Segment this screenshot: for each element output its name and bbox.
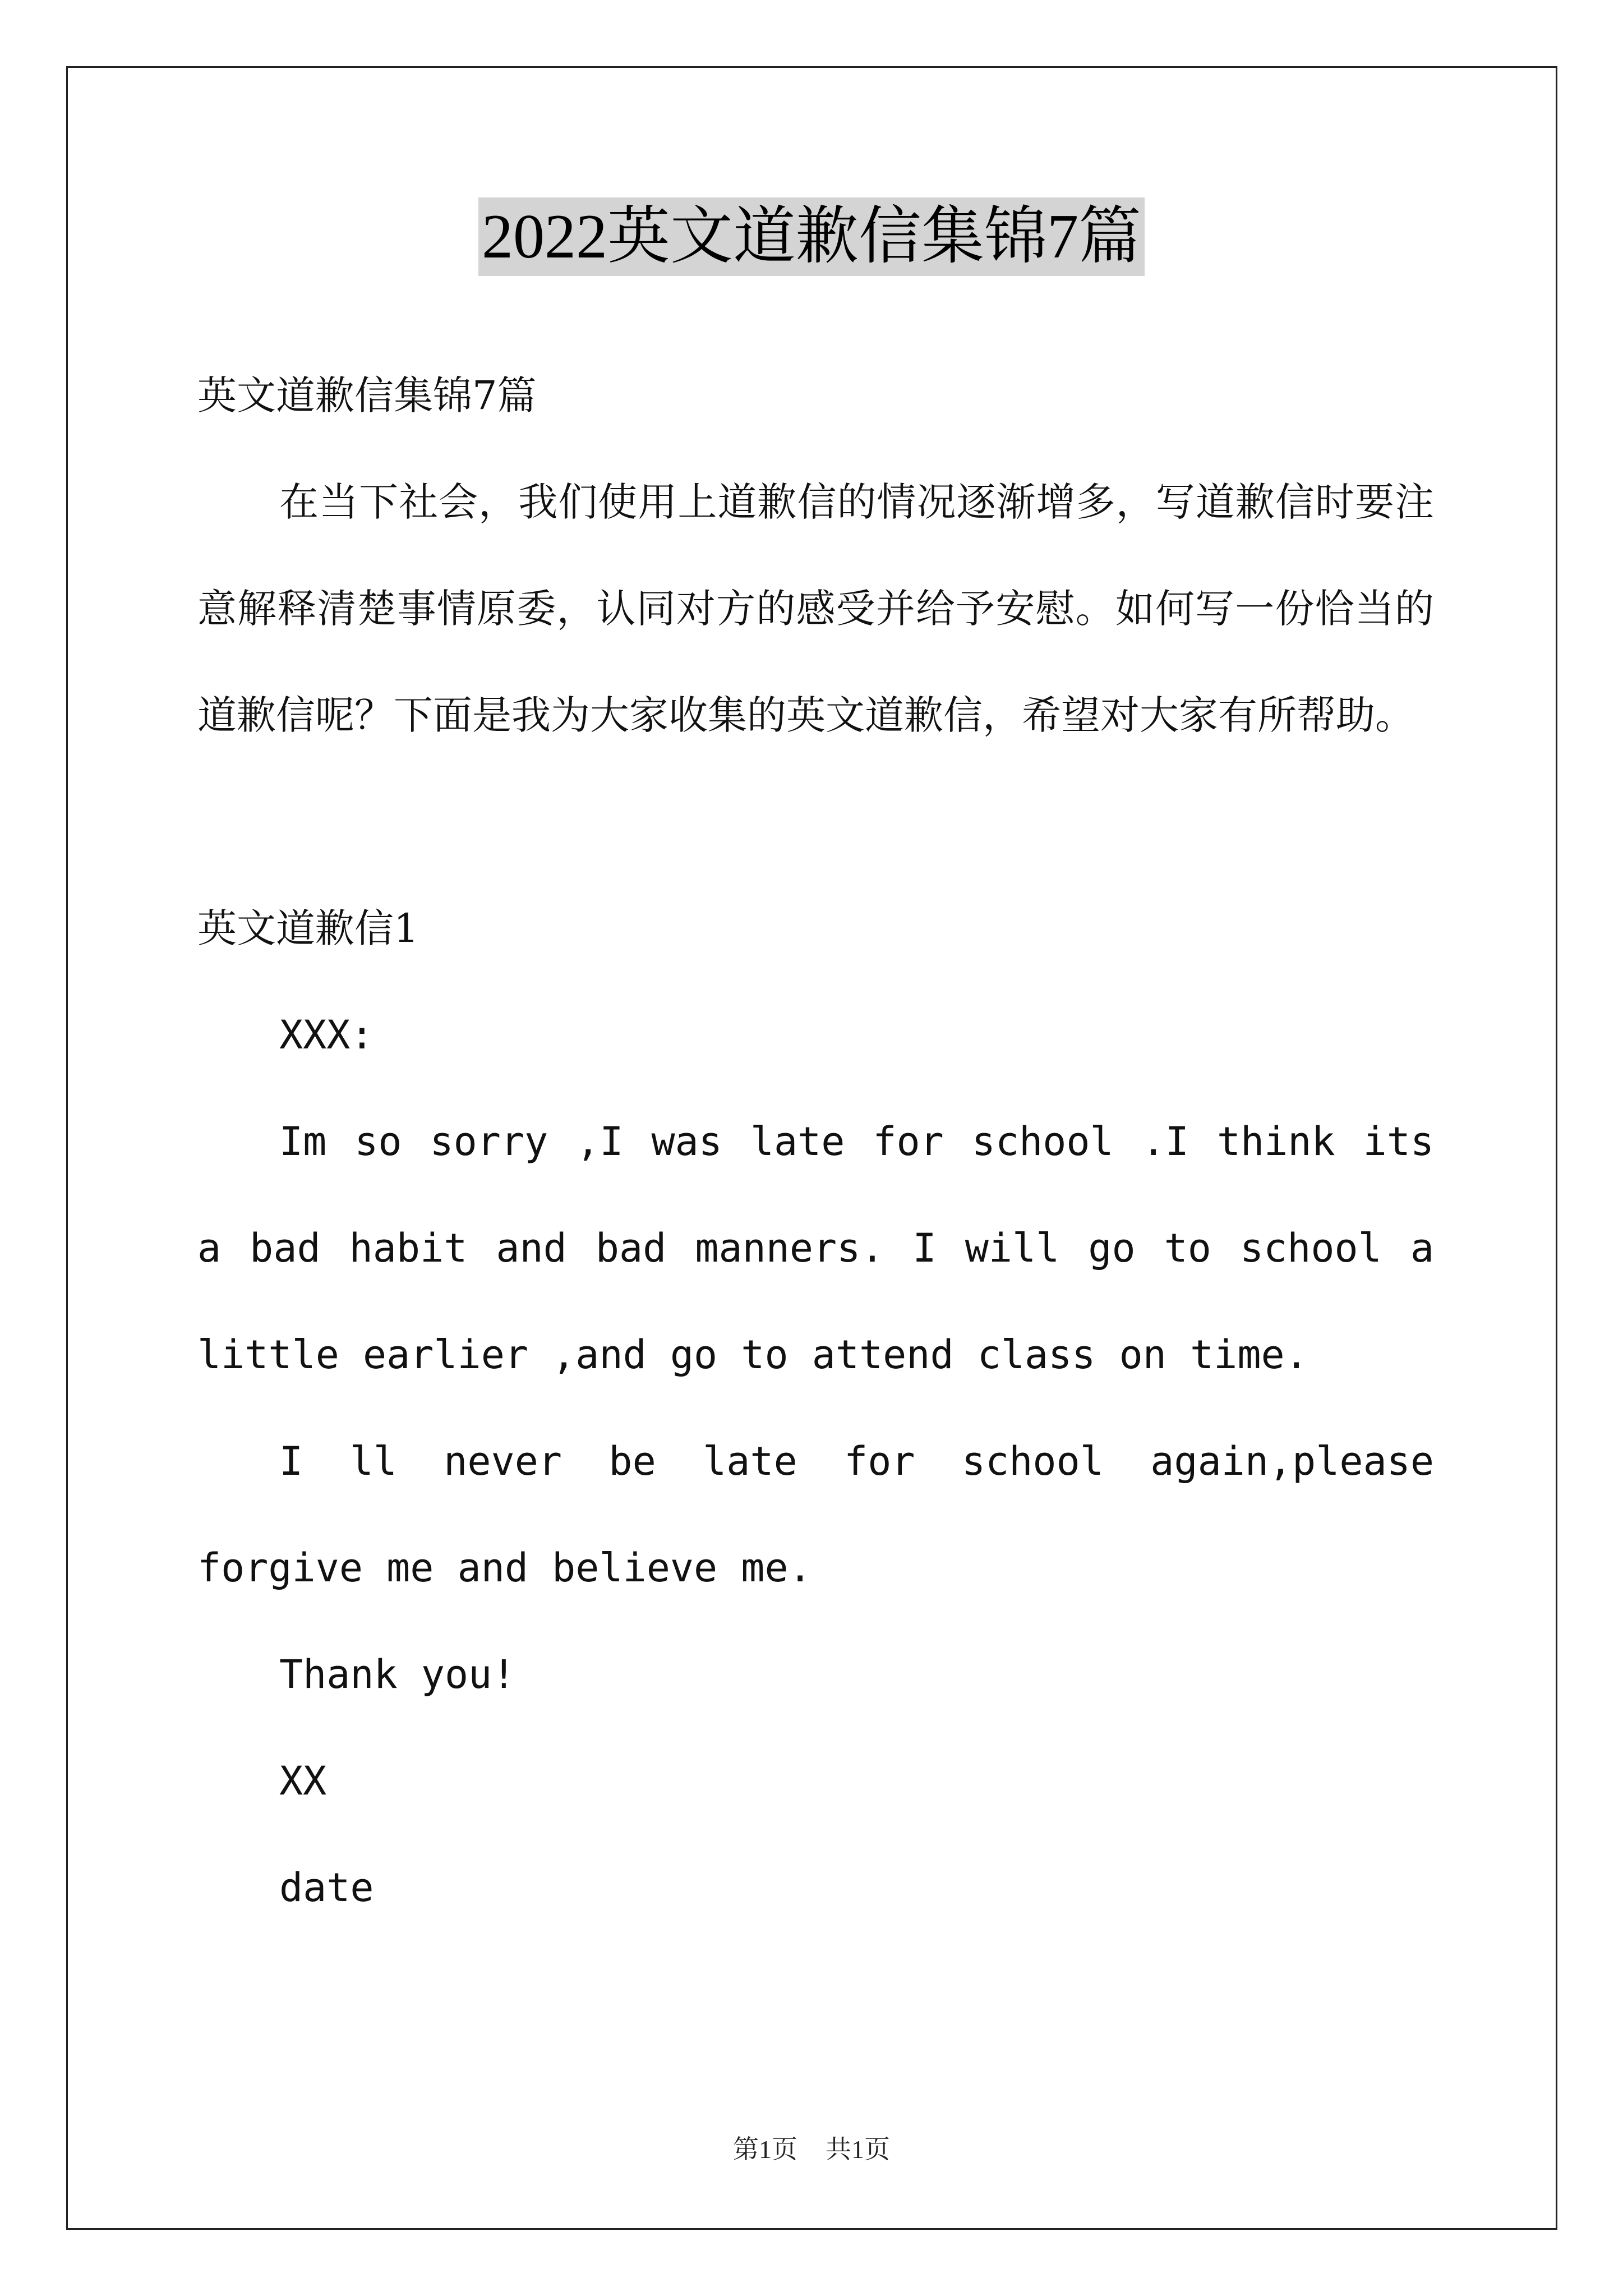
page-number-total: 共1页: [826, 2135, 890, 2164]
letter-date: date: [279, 1865, 374, 1911]
letter-paragraph-1: Im so sorry ,I was late for school .I think its a bad habit and bad manners. I will go to school a little earlier ,and go to attend class on time.: [197, 1119, 1434, 1378]
section-heading: 英文道歉信1: [197, 905, 419, 951]
letter-signature: XX: [279, 1758, 327, 1804]
letter-salutation: XXX:: [279, 1012, 374, 1058]
letter-closing: Thank you!: [279, 1651, 516, 1697]
document-subtitle: 英文道歉信集锦7篇: [197, 372, 537, 418]
letter-paragraph-2: I ll never be late for school again,please forgive me and believe me.: [197, 1438, 1434, 1591]
document-title: 2022英文道歉信集锦7篇: [478, 197, 1145, 276]
title-container: [0, 197, 1623, 276]
page-footer: [0, 2129, 1623, 2166]
page-number-current: 第1页: [733, 2135, 797, 2164]
blank-line: [197, 769, 1434, 875]
document-body: [197, 342, 1434, 1941]
intro-paragraph: 在当下社会，我们使用上道歉信的情况逐渐增多，写道歉信时要注意解释清楚事情原委，认同对方的感受并给予安慰。如何写一份恰当的道歉信呢？下面是我为大家收集的英文道歉信，希望对大家有所帮助。: [197, 479, 1434, 738]
